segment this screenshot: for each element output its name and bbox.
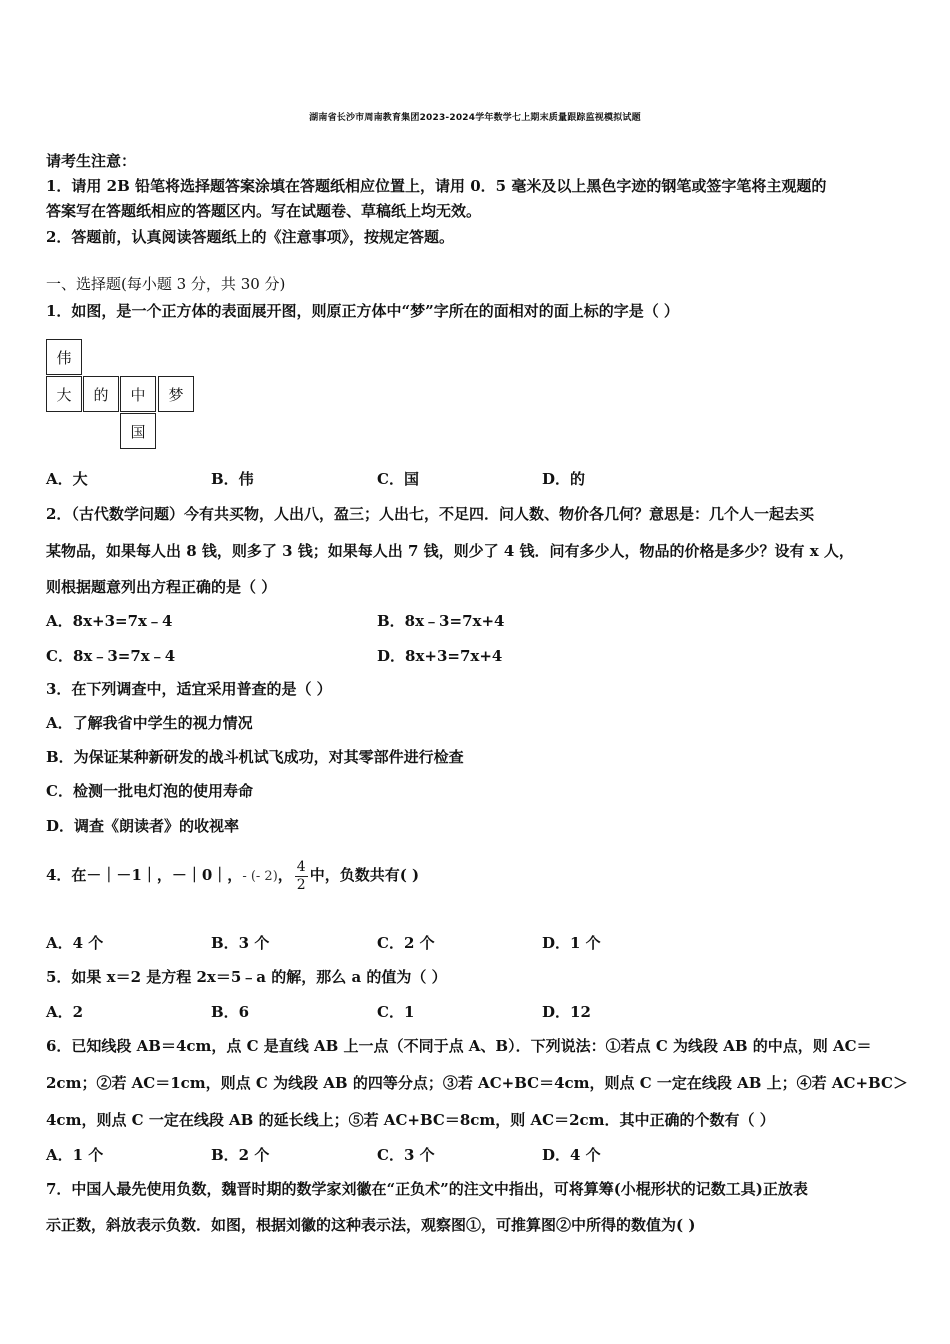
notice-line-2: 2．答题前，认真阅读答题纸上的《注意事项》，按规定答题。	[46, 228, 454, 246]
q2-option-b: B．8x﹣3=7x+4	[377, 612, 505, 630]
q4-option-c: C．2 个	[377, 934, 435, 952]
q6-option-a: A．1 个	[46, 1146, 104, 1164]
q2-line-1: 2．（古代数学问题）今有共买物，人出八，盈三；人出七，不足四．问人数、物价各几何？意思是：几个人一起去买	[46, 505, 814, 523]
q4-expression: - (- 2)	[242, 869, 278, 884]
section-heading: 一、选择题(每小题 3 分，共 30 分)	[46, 275, 286, 293]
q4-option-d: D．1 个	[542, 934, 601, 952]
q3-stem: 3．在下列调查中，适宜采用普查的是（ ）	[46, 680, 332, 698]
q5-option-a: A．2	[46, 1003, 84, 1021]
notice-line-1b: 答案写在答题纸相应的答题区内。写在试题卷、草稿纸上均无效。	[46, 202, 482, 220]
q6-option-c: C．3 个	[377, 1146, 435, 1164]
q3-option-b: B．为保证某种新研发的战斗机试飞成功，对其零部件进行检查	[46, 748, 464, 766]
notice-line-1a: 1．请用 2B 铅笔将选择题答案涂填在答题纸相应位置上，请用 0．5 毫米及以上黑色字迹的钢笔或签字笔将主观题的	[46, 177, 827, 195]
q1-option-c: C．国	[377, 470, 419, 488]
q4-suffix: 中，负数共有( )	[309, 866, 420, 884]
q3-option-c: C．检测一批电灯泡的使用寿命	[46, 782, 253, 800]
q4-option-a: A．4 个	[46, 934, 104, 952]
q3-option-a: A．了解我省中学生的视力情况	[46, 714, 253, 732]
page-title: 湖南省长沙市周南教育集团2023-2024学年数学七上期末质量跟踪监视模拟试题	[309, 113, 641, 123]
q2-line-3: 则根据题意列出方程正确的是（ ）	[46, 578, 277, 596]
q4-prefix: 4．在－｜－1｜，－｜0｜，	[46, 866, 243, 884]
net-cell: 国	[120, 413, 156, 449]
q1-option-b: B．伟	[211, 470, 254, 488]
q5-option-c: C．1	[377, 1003, 415, 1021]
net-cell: 大	[46, 376, 82, 412]
q6-line-3: 4cm，则点 C 一定在线段 AB 的延长线上；⑤若 AC+BC＝8cm，则 AC＝2cm．其中正确的个数有（ ）	[46, 1111, 775, 1129]
q4-stem	[46, 856, 419, 896]
net-cell: 中	[120, 376, 156, 412]
q6-line-1: 6．已知线段 AB＝4cm，点 C 是直线 AB 上一点（不同于点 A、B）．下列说法：①若点 C 为线段 AB 的中点，则 AC＝	[46, 1037, 872, 1055]
q1-option-a: A．大	[46, 470, 88, 488]
q3-option-d: D．调查《朗读者》的收视率	[46, 817, 240, 835]
q4-separator: ，	[277, 866, 293, 884]
q2-option-d: D．8x+3=7x+4	[377, 647, 503, 665]
q4-fraction-denominator: 2	[296, 876, 306, 893]
q5-option-d: D．12	[542, 1003, 591, 1021]
net-cell: 的	[83, 376, 119, 412]
q7-line-1: 7．中国人最先使用负数，魏晋时期的数学家刘徽在“正负术”的注文中指出，可将算筹(小棍形状的记数工具)正放表	[46, 1180, 808, 1198]
q1-stem: 1．如图，是一个正方体的表面展开图，则原正方体中“梦”字所在的面相对的面上标的字是（ ）	[46, 302, 679, 320]
q2-option-c: C．8x﹣3=7x﹣4	[46, 647, 176, 665]
q1-option-d: D．的	[542, 470, 586, 488]
q2-option-a: A．8x+3=7x﹣4	[46, 612, 173, 630]
q6-line-2: 2cm；②若 AC＝1cm，则点 C 为线段 AB 的四等分点；③若 AC+BC＝4cm，则点 C 一定在线段 AB 上；④若 AC+BC＞	[46, 1074, 908, 1092]
q7-line-2: 示正数，斜放表示负数．如图，根据刘徽的这种表示法，观察图①，可推算图②中所得的数值为( )	[46, 1216, 696, 1234]
q6-option-b: B．2 个	[211, 1146, 270, 1164]
q2-line-2: 某物品，如果每人出 8 钱，则多了 3 钱；如果每人出 7 钱，则少了 4 钱．问有多少人，物品的价格是多少？设有 x 人，	[46, 542, 854, 560]
net-cell: 梦	[158, 376, 194, 412]
q5-option-b: B．6	[211, 1003, 250, 1021]
q6-option-d: D．4 个	[542, 1146, 601, 1164]
q4-fraction-numerator: 4	[296, 858, 306, 875]
net-cell: 伟	[46, 339, 82, 375]
cube-net-figure	[46, 339, 198, 451]
q4-option-b: B．3 个	[211, 934, 270, 952]
q5-stem: 5．如果 x＝2 是方程 2x＝5﹣a 的解，那么 a 的值为（ ）	[46, 968, 447, 986]
q4-fraction	[295, 859, 308, 894]
notice-heading: 请考生注意：	[46, 152, 137, 170]
